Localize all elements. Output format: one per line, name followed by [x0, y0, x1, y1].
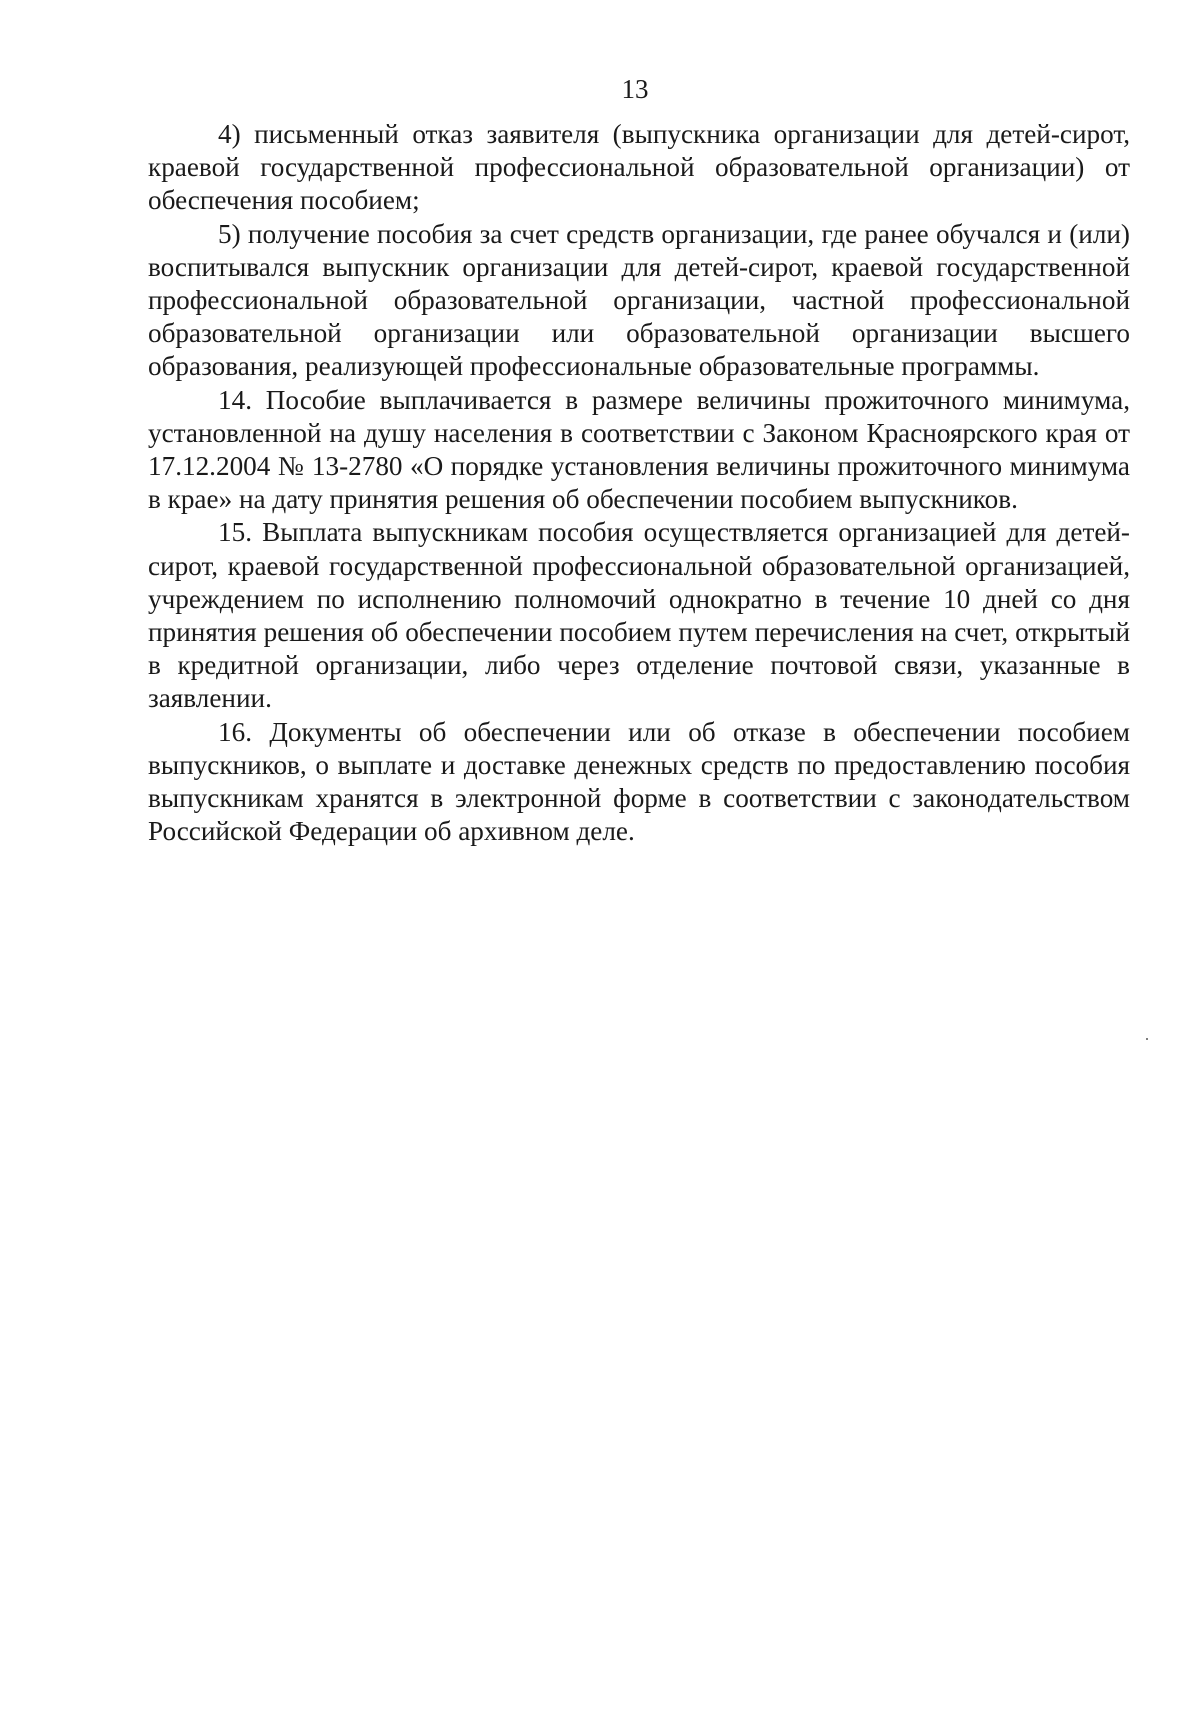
paragraph-clause-14: 14. Пособие выплачивается в размере величины прожиточного минимума, установленной на душу населения в соответствии с Законом Красноярского края от 17.12.2004 № 13-2780 «О порядке установления величины прожиточного минимума в крае» на дату принятия решения об обеспечении пособием выпускников.: [148, 384, 1130, 515]
paragraph-item-4: 4) письменный отказ заявителя (выпускника организации для детей-сирот, краевой государственной профессиональной образовательной организации) от обеспечения пособием;: [148, 119, 1130, 216]
scan-speck: [1146, 1038, 1148, 1040]
paragraph-clause-15: 15. Выплата выпускникам пособия осуществляется организацией для детей-сирот, краевой государственной профессиональной образовательной организацией, учреждением по исполнению полномочий однократно в течение 10 дней со дня принятия решения об обеспечении пособием путем перечисления на счет, открытый в кредитной организации, либо через отделение почтовой связи, указанные в заявлении.: [148, 517, 1130, 714]
document-body: [148, 118, 1130, 848]
paragraph-clause-16: 16. Документы об обеспечении или об отказе в обеспечении пособием выпускников, о выплате и доставке денежных средств по предоставлению пособия выпускникам хранятся в электронной форме в соответствии с законодательством Российской Федерации об архивном деле.: [148, 716, 1130, 847]
page-number: 13: [621, 74, 649, 104]
paragraph-item-5: 5) получение пособия за счет средств организации, где ранее обучался и (или) воспитывался выпускник организации для детей-сирот, краевой государственной профессиональной образовательной организации, частной профессиональной образовательной организации или образовательной организации высшего образования, реализующей профессиональные образовательные программы.: [148, 218, 1130, 382]
